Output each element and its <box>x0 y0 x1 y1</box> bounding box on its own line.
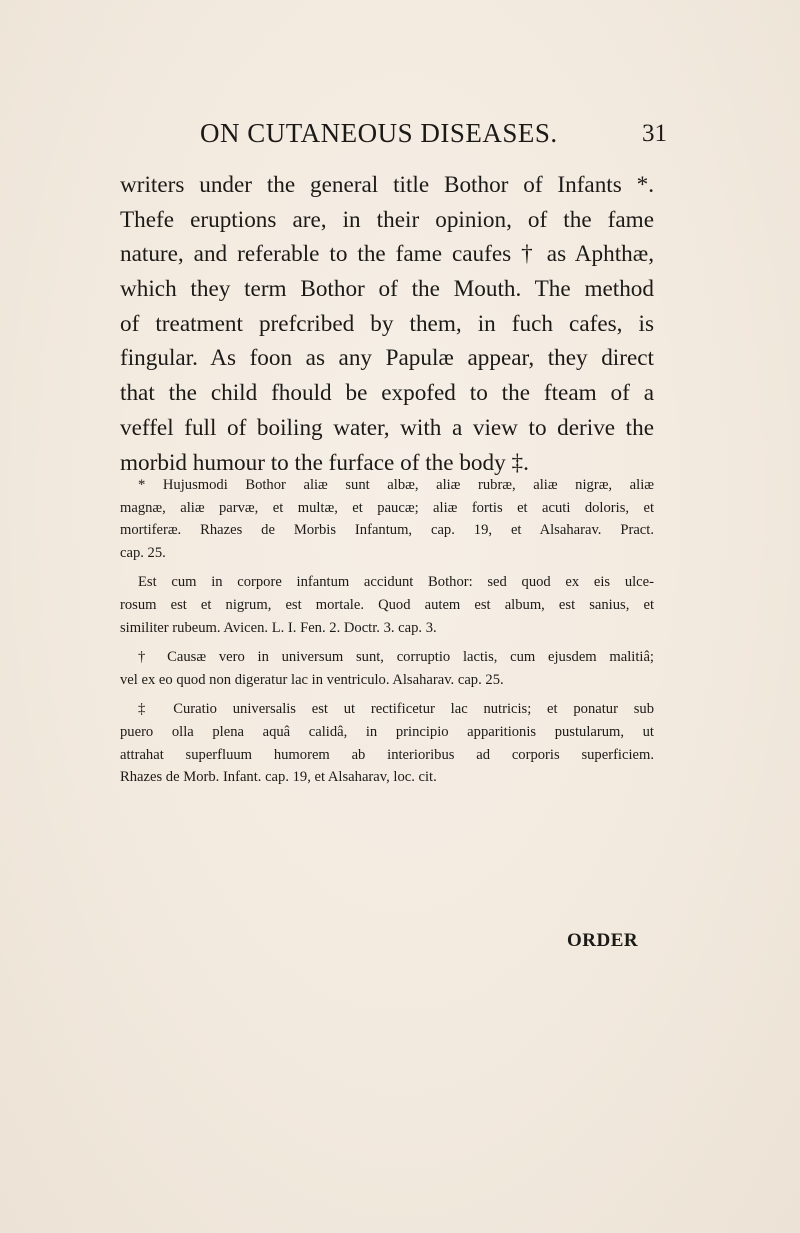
main-text-block <box>120 168 654 480</box>
footnote-line: magnæ, aliæ parvæ, et multæ, et paucæ; aliæ fortis et acuti doloris, et <box>120 499 654 516</box>
page-header <box>0 118 800 158</box>
main-text-line: writers under the general title Bothor of Infants *. <box>120 172 654 198</box>
footnote-dagger <box>120 646 654 691</box>
footnote-line: vel ex eo quod non digeratur lac in ventriculo. Alsaharav. cap. 25. <box>120 671 504 688</box>
footnote-line: similiter rubeum. Avicen. L. I. Fen. 2. Doctr. 3. cap. 3. <box>120 619 437 636</box>
footnote-asterisk <box>120 474 654 564</box>
main-text-line: of treatment prefcribed by them, in fuch cafes, is <box>120 310 654 337</box>
footnote-line: puero olla plena aquâ calidâ, in principio apparitionis pustularum, ut <box>120 723 654 740</box>
running-head: ON CUTANEOUS DISEASES. <box>200 118 558 148</box>
main-text-line: nature, and referable to the fame caufes † as Aphthæ, <box>120 241 654 268</box>
footnote-continuation <box>120 571 654 639</box>
main-text-line: veffel full of boiling water, with a view to derive the <box>120 414 654 441</box>
footnote-line: attrahat superfluum humorem ab interioribus ad corporis superficiem. <box>120 746 654 763</box>
main-text-line: that the child fhould be expofed to the fteam of a <box>120 380 654 407</box>
footnote-line: † Causæ vero in universum sunt, corruptio lactis, cum ejusdem malitiâ; <box>138 649 654 666</box>
footnote-line: cap. 25. <box>120 544 166 561</box>
footnote-line: Est cum in corpore infantum accidunt Bothor: sed quod ex eis ulce- <box>138 574 654 591</box>
footnote-line: rosum est et nigrum, est mortale. Quod autem est album, est sanius, et <box>120 596 654 613</box>
main-text-line: fingular. As foon as any Papulæ appear, they direct <box>120 345 654 372</box>
main-text-line: which they term Bothor of the Mouth. The method <box>120 276 654 303</box>
footnote-double-dagger <box>120 698 654 788</box>
main-text-line: Thefe eruptions are, in their opinion, of the fame <box>120 206 654 233</box>
catchword: ORDER <box>567 930 639 951</box>
footnote-line: * Hujusmodi Bothor aliæ sunt albæ, aliæ rubræ, aliæ nigræ, aliæ <box>138 477 654 493</box>
footnote-line: mortiferæ. Rhazes de Morbis Infantum, cap. 19, et Alsaharav. Pract. <box>120 522 654 539</box>
footnotes <box>120 474 654 796</box>
footnote-line: ‡ Curatio universalis est ut rectificetur lac nutricis; et ponatur sub <box>138 701 654 718</box>
footnote-line: Rhazes de Morb. Infant. cap. 19, et Alsaharav, loc. cit. <box>120 769 437 786</box>
page-number: 31 <box>642 120 667 147</box>
main-text-line: morbid humour to the furface of the body ‡. <box>120 449 529 476</box>
